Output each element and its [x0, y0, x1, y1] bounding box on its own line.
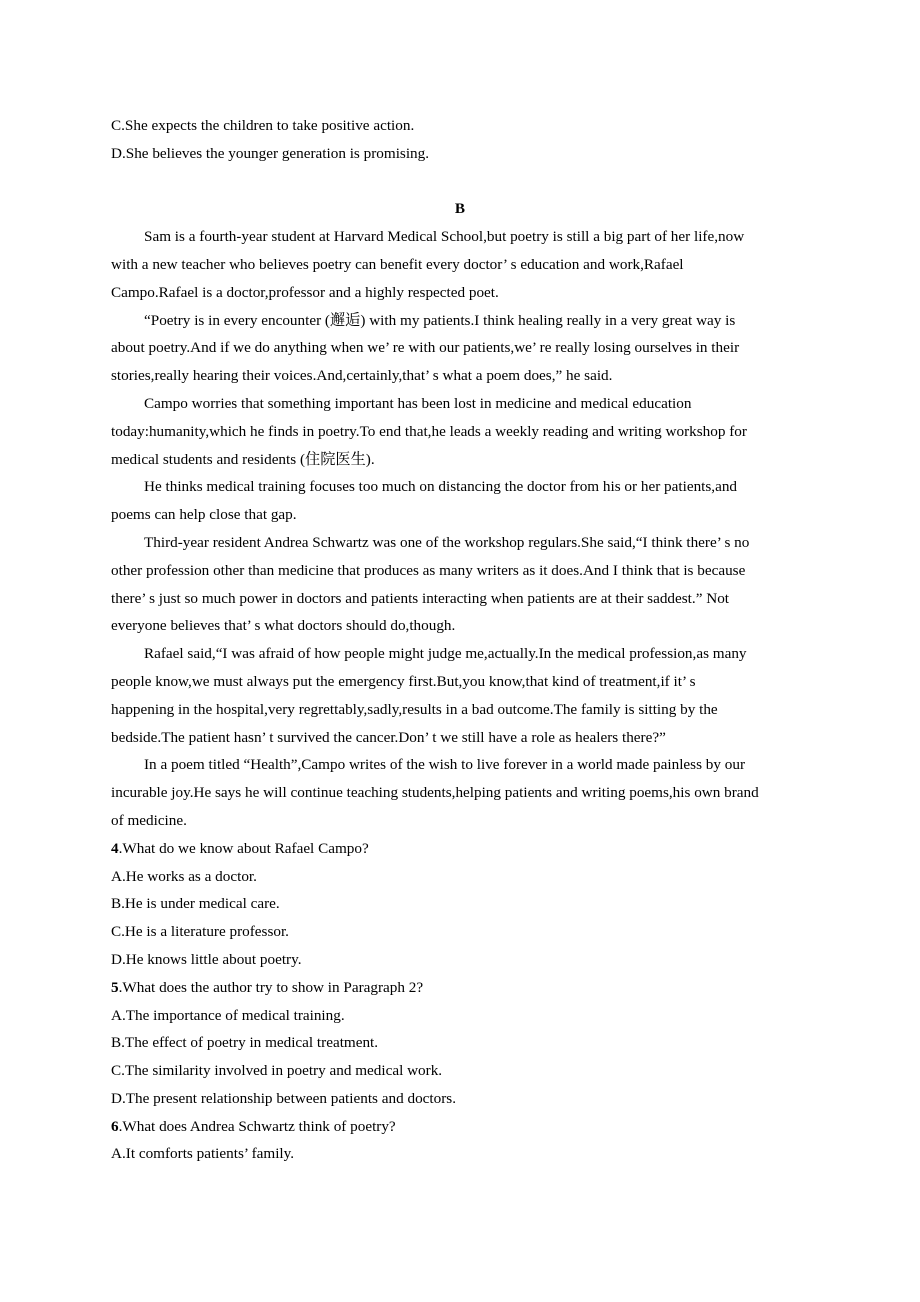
paragraph-line: bedside.The patient hasn’ t survived the cancer.Don’ t we still have a role as healers there?”	[111, 728, 666, 746]
question-number: 4	[111, 839, 119, 857]
question-5	[111, 974, 831, 1113]
paragraph-line: everyone believes that’ s what doctors should do,though.	[111, 617, 456, 635]
previous-option-d: D.She believes the younger generation is promising.	[111, 144, 430, 162]
paragraph-line: of medicine.	[111, 811, 187, 829]
paragraph-line: In a poem titled “Health”,Campo writes of the wish to live forever in a world made painless by our	[144, 756, 746, 774]
answer-option: C.The similarity involved in poetry and medical work.	[111, 1062, 443, 1080]
paragraph	[111, 640, 831, 751]
paragraph	[111, 390, 831, 473]
question-text: .What do we know about Rafael Campo?	[118, 839, 369, 857]
answer-option: D.He knows little about poetry.	[111, 950, 302, 968]
paragraph-line: people know,we must always put the emergency first.But,you know,that kind of treatment,if it’ s	[111, 672, 696, 690]
answer-option: D.The present relationship between patients and doctors.	[111, 1089, 456, 1107]
paragraph-line: He thinks medical training focuses too much on distancing the doctor from his or her patients,and	[144, 478, 738, 496]
answer-option: B.The effect of poetry in medical treatment.	[111, 1034, 379, 1052]
answer-option: C.He is a literature professor.	[111, 923, 289, 941]
paragraph	[111, 751, 831, 834]
answer-option: A.The importance of medical training.	[111, 1006, 345, 1024]
paragraph-line: Campo worries that something important has been lost in medicine and medical education	[144, 394, 692, 412]
paragraph	[111, 473, 831, 529]
section-heading: B	[454, 200, 466, 218]
paragraph-line: Campo.Rafael is a doctor,professor and a highly respected poet.	[111, 283, 499, 301]
answer-option: B.He is under medical care.	[111, 895, 280, 913]
paragraph-line: today:humanity,which he finds in poetry.To end that,he leads a weekly reading and writing workshop for	[111, 422, 747, 440]
paragraph	[111, 529, 831, 640]
question-stem	[111, 974, 831, 1002]
paragraph-line: Third-year resident Andrea Schwartz was one of the workshop regulars.She said,“I think there’ s no	[144, 533, 750, 551]
paragraph-line: happening in the hospital,very regrettably,sadly,results in a bad outcome.The family is sitting by the	[111, 700, 718, 718]
paragraph-line: there’ s just so much power in doctors and patients interacting when patients are at their saddest.” Not	[111, 589, 730, 607]
paragraph	[111, 307, 831, 390]
paragraph-line: Sam is a fourth-year student at Harvard Medical School,but poetry is still a big part of her life,now	[144, 228, 745, 246]
question-text: .What does the author try to show in Paragraph 2?	[118, 978, 424, 996]
paragraph-line: other profession other than medicine that produces as many writers as it does.And I think that is because	[111, 561, 746, 579]
previous-option-c: C.She expects the children to take positive action.	[111, 117, 415, 134]
question-stem	[111, 835, 831, 863]
passage	[111, 223, 831, 835]
paragraph-line: medical students and residents (住院医生).	[111, 450, 375, 468]
spacer	[111, 168, 831, 196]
paragraph-line: “Poetry is in every encounter (邂逅) with my patients.I think healing really in a very great way is	[144, 311, 736, 329]
paragraph-line: with a new teacher who believes poetry can benefit every doctor’ s education and work,Rafael	[111, 255, 684, 273]
paragraph-line: poems can help close that gap.	[111, 506, 297, 524]
paragraph-line: incurable joy.He says he will continue teaching students,helping patients and writing poems,his own brand	[111, 784, 759, 802]
paragraph-line: stories,really hearing their voices.And,certainly,that’ s what a poem does,” he said.	[111, 367, 613, 385]
paragraph	[111, 223, 831, 306]
question-stem	[111, 1113, 831, 1141]
answer-option: A.He works as a doctor.	[111, 867, 257, 885]
questions	[111, 835, 831, 1169]
answer-option: A.It comforts patients’ family.	[111, 1145, 295, 1163]
paragraph-line: Rafael said,“I was afraid of how people might judge me,actually.In the medical profession,as many	[144, 645, 747, 663]
question-number: 6	[111, 1117, 119, 1135]
document-page	[111, 112, 831, 1168]
question-4	[111, 835, 831, 974]
paragraph-line: about poetry.And if we do anything when we’ re with our patients,we’ re really losing ourselves in their	[111, 339, 740, 357]
question-text: .What does Andrea Schwartz think of poetry?	[118, 1117, 396, 1135]
question-6	[111, 1113, 831, 1169]
question-number: 5	[111, 978, 119, 996]
